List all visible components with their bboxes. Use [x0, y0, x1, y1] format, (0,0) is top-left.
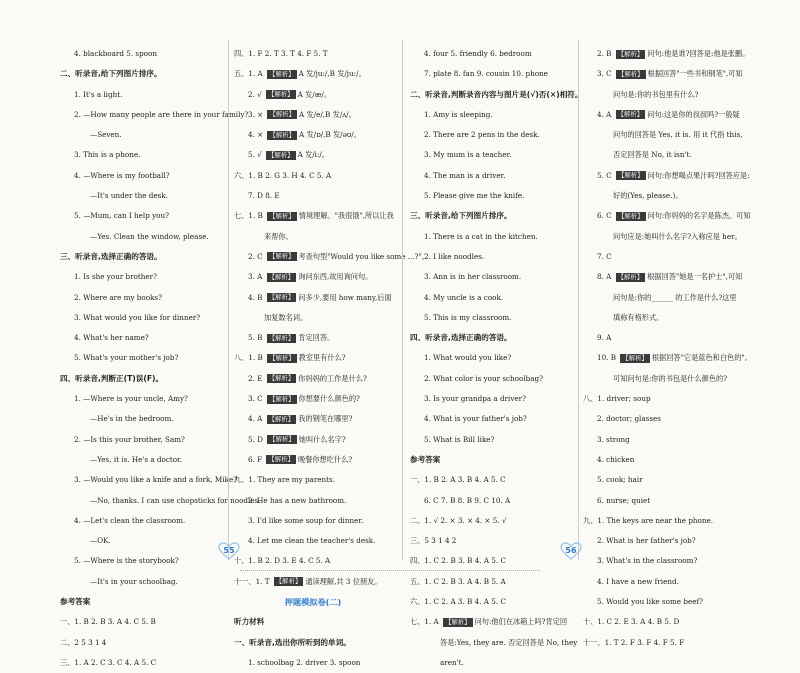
- text-line: 5. Please give me the knife.: [424, 191, 525, 201]
- page-number-text: 55: [223, 546, 235, 555]
- text-line: 5. C 【解析】 问句:你想喝点果汁吗?回答应是:: [597, 170, 750, 180]
- analysis-tag: 【解析】: [268, 150, 294, 159]
- text-line: 3. A 【解析】 询问东西,故用询问句。: [248, 272, 373, 282]
- text-line: 2. doctor; glasses: [597, 414, 661, 424]
- text-line: 问句是:你的书包里有什么?: [613, 89, 699, 99]
- text-line: 4. × 【解析】 A 发/ɒ/,B 发/əʊ/。: [248, 130, 361, 140]
- text-line: 2. B 【解析】 问句:他是谁?回答是:他是张鹏。: [597, 49, 750, 58]
- text-line: 八、1. driver; soup: [583, 394, 651, 404]
- text-line: 4. chicken: [597, 454, 635, 464]
- analysis-tag: 【解析】: [617, 272, 644, 281]
- text-line: —He's in the bedroom.: [90, 414, 174, 424]
- section-heading: 三、听录音,选择正确的答语。: [60, 251, 162, 261]
- text-line: 2. E 【解析】 你妈妈的工作是什么?: [248, 373, 367, 383]
- text-line: —Seven.: [90, 130, 122, 140]
- text-line: 6. C 【解析】 问句:你妈妈的名字是陈杰。可知: [597, 211, 751, 221]
- text-line: 1. Amy is sleeping.: [424, 109, 493, 119]
- analysis-tag: 【解析】: [268, 374, 295, 383]
- text-line: 3. What's in the classroom?: [597, 556, 698, 566]
- text-line: 2. √ 【解析】 A 发/æ/。: [248, 89, 332, 99]
- text-line: 5. √ 【解析】 A 发/i:/。: [248, 150, 329, 160]
- footer-rule: [240, 560, 540, 571]
- text-line: 9. A: [597, 333, 612, 343]
- text-line: 二、1. √ 2. × 3. × 4. × 5. √: [410, 515, 507, 525]
- text-line: 填称有格形式。: [613, 312, 664, 322]
- text-line: 4. B 【解析】 问多少,要用 how many,后面: [248, 292, 392, 302]
- text-line: 6. F 【解析】 晚餐你想吃什么?: [248, 454, 353, 464]
- analysis-tag: 【解析】: [617, 171, 644, 180]
- text-line: 七、1. B 【解析】 情境理解。"我很饿",所以让我: [234, 211, 394, 221]
- text-line: 七、1. A 【解析】 问句:他们在冰箱上吗?肯定回: [410, 617, 568, 627]
- text-line: —It's under the desk.: [90, 191, 168, 201]
- text-line: 2. —How many people are there in your family?: [74, 109, 249, 119]
- text-line: 九、1. They are my parents.: [234, 475, 336, 485]
- section-heading: 参考答案: [60, 597, 91, 607]
- text-line: 3. I'd like some soup for dinner.: [248, 515, 364, 525]
- text-line: 3. strong: [597, 434, 630, 444]
- section-heading: 听力材料: [234, 617, 265, 627]
- text-line: 2. What color is your schoolbag?: [424, 373, 543, 383]
- text-line: 4. A 【解析】 我的钢笔在哪里?: [248, 414, 353, 424]
- analysis-tag: 【解析】: [269, 130, 296, 139]
- text-line: 10. B 【解析】 根据回答"它是蓝色和白色的",: [597, 353, 748, 363]
- analysis-tag: 【解析】: [268, 394, 295, 403]
- text-line: 5. —Mum, can I help you?: [74, 211, 169, 221]
- text-line: 答是:Yes, they are. 否定回答是 No, they: [440, 637, 578, 647]
- text-line: 三、5 3 1 4 2: [410, 536, 457, 546]
- text-line: 5. What's your mother's job?: [74, 353, 179, 363]
- text-line: 1. schoolbag 2. driver 3. spoon: [248, 657, 361, 667]
- text-line: 九、1. The keys are near the phone.: [583, 515, 714, 525]
- text-line: 3. Is your grandpa a driver?: [424, 394, 526, 404]
- text-line: 问句应是:她叫什么名字?入称应是 her。: [613, 231, 742, 241]
- text-line: 3. This is a phone.: [74, 150, 141, 160]
- text-line: 一、1. B 2. A 3. B 4. A 5. C: [410, 475, 506, 485]
- text-line: 5. B 【解析】 肯定回答。: [248, 333, 335, 343]
- text-line: 三、1. A 2. C 3. C 4. A 5. C: [60, 657, 157, 667]
- analysis-tag: 【解析】: [268, 333, 295, 342]
- text-line: 五、1. C 2. B 3. A 4. B 5. A: [410, 576, 506, 586]
- text-line: 4. —Where is my football?: [74, 170, 170, 180]
- text-line: 五、1. A 【解析】 A 发/ju:/,B 发/ju:/。: [234, 69, 366, 79]
- text-line: 4. Let me clean the teacher's desk.: [248, 536, 376, 546]
- column-divider: [578, 40, 579, 560]
- text-line: 4. The man is a driver.: [424, 170, 506, 180]
- text-line: 3. Ann is in her classroom.: [424, 272, 522, 282]
- column-3: [410, 44, 583, 673]
- text-line: 4. What is your father's job?: [424, 414, 527, 424]
- text-line: 3. C 【解析】 根据回答"一些书和钢笔",可知: [597, 69, 743, 79]
- text-line: 十一、1. T 【解析】 通读理解,共 3 位朋友。: [234, 576, 382, 586]
- section-heading: 三、听录音,给下列图片排序。: [410, 211, 512, 221]
- text-line: 问句是:你的______ 的工作是什么?这里: [613, 292, 737, 302]
- text-line: 5. cook; hair: [597, 475, 643, 485]
- text-line: 1. There is a cat in the kitchen.: [424, 231, 538, 241]
- text-line: 问句的回答是 Yes, it is. 用 it 代指 this,: [613, 130, 743, 140]
- analysis-tag: 【解析】: [268, 252, 295, 261]
- text-line: 8. A 【解析】 根据回答"她是一名护士",可知: [597, 272, 743, 282]
- text-line: 5. What is Bill like?: [424, 434, 495, 444]
- text-line: 7. C: [597, 251, 612, 261]
- text-line: 四、1. F 2. T 3. T 4. F 5. T: [234, 49, 328, 58]
- text-line: 3. × 【解析】 A 发/e/,B 发/ʌ/。: [248, 109, 356, 119]
- text-line: 4. —Let's clean the classroom.: [74, 515, 186, 525]
- analysis-tag: 【解析】: [622, 353, 648, 362]
- section-heading: 参考答案: [410, 454, 441, 464]
- text-line: 好的(Yes, please.)。: [613, 191, 683, 201]
- text-line: 3. My mum is a teacher.: [424, 150, 512, 160]
- text-line: 7. D 8. E: [248, 191, 280, 201]
- text-line: 2. —Is this your brother, Sam?: [74, 434, 185, 444]
- text-line: 3. What would you like for dinner?: [74, 312, 201, 322]
- text-line: 2. I like noodles.: [424, 251, 485, 261]
- text-line: 八、1. B 【解析】 教室里有什么?: [234, 353, 346, 363]
- section-heading: 二、听录音,给下列图片排序。: [60, 69, 162, 79]
- section-heading: 四、听录音,判断正(T)误(F)。: [60, 373, 164, 383]
- column-divider: [228, 40, 229, 560]
- analysis-tag: 【解析】: [268, 90, 294, 99]
- text-line: 4. four 5. friendly 6. bedroom: [424, 49, 532, 58]
- text-line: 1. What would you like?: [424, 353, 512, 363]
- text-line: 十、1. C 2. E 3. A 4. B 5. D: [583, 617, 680, 627]
- text-line: 6. C 7. B 8. B 9. C 10. A: [424, 495, 511, 505]
- analysis-tag: 【解析】: [268, 272, 295, 281]
- page-gutter: [402, 40, 403, 560]
- text-line: 5. —Where is the storybook?: [74, 556, 179, 566]
- exam-title: 押题模拟卷(二): [284, 597, 342, 608]
- text-line: 4. I have a new friend.: [597, 576, 679, 586]
- text-line: 4. A 【解析】 问句:这是你的叔叔吗?一般疑: [597, 109, 740, 119]
- text-line: —Yes, it is. He's a doctor.: [90, 454, 182, 464]
- text-line: 2. Where are my books?: [74, 292, 162, 302]
- text-line: 5. D 【解析】 她叫什么名字?: [248, 434, 346, 444]
- page-number-text: 56: [565, 546, 577, 555]
- text-line: 一、1. B 2. B 3. A 4. C 5. B: [60, 617, 156, 627]
- text-line: 1. Is she your brother?: [74, 272, 157, 282]
- text-line: 5. This is my classroom.: [424, 312, 512, 322]
- text-line: —OK.: [90, 536, 111, 546]
- analysis-tag: 【解析】: [268, 455, 294, 464]
- analysis-tag: 【解析】: [617, 49, 644, 58]
- text-line: 可知问句是:你的书包是什么颜色的?: [613, 373, 728, 383]
- text-line: 2. He has a new bathroom.: [248, 495, 347, 505]
- analysis-tag: 【解析】: [275, 577, 302, 586]
- text-line: 六、1. B 2. G 3. H 4. C 5. A: [234, 170, 332, 180]
- analysis-tag: 【解析】: [268, 293, 295, 302]
- text-line: 十一、1. T 2. F 3. F 4. F 5. F: [583, 637, 685, 647]
- text-line: —Yes. Clean the window, please.: [90, 231, 209, 241]
- text-line: 加复数名词。: [264, 312, 308, 322]
- text-line: 2. There are 2 pens in the desk.: [424, 130, 540, 140]
- text-line: 否定回答是 No, it isn't.: [613, 150, 692, 160]
- analysis-tag: 【解析】: [617, 69, 644, 78]
- text-line: 2. C 【解析】 考查句型"Would you like some ...?"。: [248, 251, 429, 261]
- column-4: [583, 44, 751, 653]
- text-line: 5. Would you like some beef?: [597, 597, 703, 607]
- analysis-tag: 【解析】: [445, 617, 471, 626]
- text-line: 4. My uncle is a cook.: [424, 292, 504, 302]
- section-heading: 四、听录音,选择正确的答语。: [410, 333, 512, 343]
- page-number-right: [560, 542, 582, 560]
- text-line: —It's in your schoolbag.: [90, 576, 178, 586]
- analysis-tag: 【解析】: [617, 110, 644, 119]
- text-line: 4. blackboard 5. spoon: [74, 49, 157, 58]
- analysis-tag: 【解析】: [617, 211, 644, 220]
- text-line: 四、1. C 2. B 3. B 4. A 5. C: [410, 556, 506, 566]
- analysis-tag: 【解析】: [269, 69, 295, 78]
- analysis-tag: 【解析】: [269, 211, 295, 220]
- analysis-tag: 【解析】: [269, 353, 295, 362]
- text-line: 二、2 5 3 1 4: [60, 637, 107, 647]
- text-line: 6. nurse; quiet: [597, 495, 651, 505]
- analysis-tag: 【解析】: [268, 414, 295, 423]
- text-line: 十、1. B 2. D 3. E 4. C 5. A: [234, 556, 331, 566]
- section-heading: 一、听录音,选出你所听到的单词。: [234, 637, 351, 647]
- text-line: —No, thanks. I can use chopsticks for noodles.: [90, 495, 261, 505]
- text-line: 3. C 【解析】 你想要什么颜色的?: [248, 394, 360, 404]
- page-number-left: [218, 542, 240, 560]
- text-line: aren't.: [440, 657, 464, 667]
- section-heading: 二、听录音,判断录音内容与图片是(√)否(×)相符。: [410, 89, 583, 99]
- text-line: 3. —Would you like a knife and a fork, Mike?: [74, 475, 238, 485]
- analysis-tag: 【解析】: [269, 435, 295, 444]
- text-line: 7. plate 8. fan 9. cousin 10. phone: [424, 69, 548, 79]
- text-line: 4. What's her name?: [74, 333, 149, 343]
- analysis-tag: 【解析】: [269, 110, 296, 119]
- text-line: 2. What is her father's job?: [597, 536, 696, 546]
- text-line: 1. It's a light.: [74, 89, 123, 99]
- text-line: 来帮你。: [264, 231, 293, 241]
- text-line: 1. —Where is your uncle, Amy?: [74, 394, 188, 404]
- text-line: 六、1. C 2. A 3. B 4. A 5. C: [410, 597, 506, 607]
